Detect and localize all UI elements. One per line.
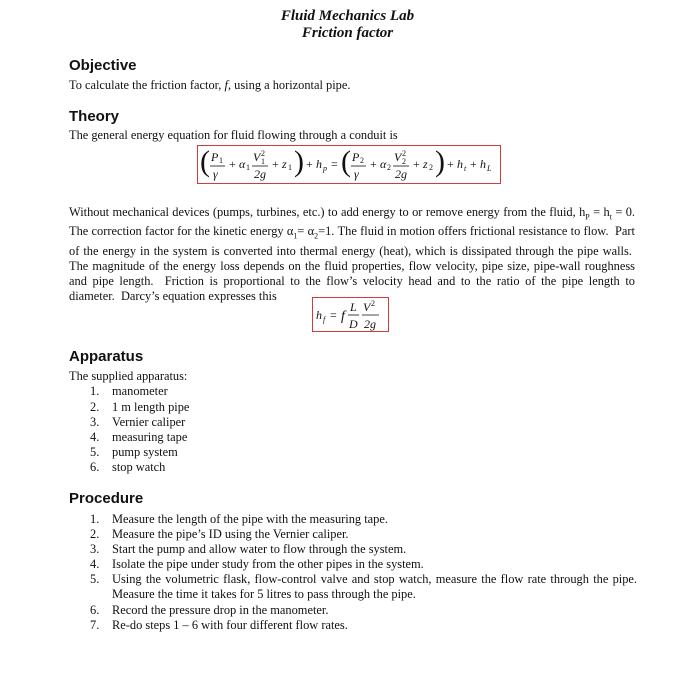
- svg-text:2: 2: [387, 163, 391, 172]
- svg-text:V: V: [363, 300, 371, 314]
- energy-equation: [197, 145, 501, 184]
- svg-text:1: 1: [261, 157, 265, 166]
- energy-equation-graphic: [198, 146, 500, 183]
- svg-text:h: h: [480, 157, 486, 171]
- item-number: 7.: [90, 618, 100, 632]
- svg-text:f: f: [323, 315, 326, 324]
- svg-text:V: V: [253, 150, 261, 164]
- item-text: Vernier caliper: [112, 415, 186, 429]
- darcy-equation: [312, 297, 389, 332]
- doc-subtitle: Friction factor: [301, 25, 394, 41]
- item-number: 5.: [90, 445, 100, 459]
- svg-text:+: +: [306, 157, 313, 171]
- item-text: stop watch: [112, 460, 166, 474]
- doc-title: Fluid Mechanics Lab: [280, 8, 415, 24]
- item-text: Isolate the pipe under study from the other pipes in the system.: [112, 557, 424, 571]
- svg-text:2: 2: [371, 299, 375, 308]
- svg-text:α: α: [380, 157, 387, 171]
- svg-text:h: h: [316, 308, 322, 322]
- svg-text:t: t: [464, 164, 467, 173]
- item-number: 4.: [90, 557, 100, 571]
- svg-text:2: 2: [402, 149, 406, 158]
- item-number: 3.: [90, 415, 100, 429]
- svg-text:=: =: [331, 157, 338, 171]
- svg-text:=: =: [330, 308, 337, 322]
- item-text: Record the pressure drop in the manometer.: [112, 603, 329, 617]
- item-number: 3.: [90, 542, 100, 556]
- svg-text:2: 2: [261, 149, 265, 158]
- svg-text:2: 2: [402, 157, 406, 166]
- svg-text:L: L: [487, 164, 492, 173]
- objective-text: To calculate the friction factor, f, using a horizontal pipe.: [69, 78, 351, 92]
- objective-heading: Objective: [69, 57, 137, 74]
- item-text: Using the volumetric flask, flow-control valve and stop watch, measure the flow rate through the pipe. Measure the time it takes for 5 litres to pass through the pipe.: [112, 572, 637, 601]
- item-number: 4.: [90, 430, 100, 444]
- svg-text:P: P: [211, 150, 219, 164]
- item-number: 1.: [90, 384, 100, 398]
- svg-text:z: z: [423, 157, 428, 171]
- svg-text:2g: 2g: [254, 167, 266, 181]
- item-text: 1 m length pipe: [112, 400, 190, 414]
- svg-text:2: 2: [429, 163, 433, 172]
- item-number: 6.: [90, 603, 100, 617]
- svg-text:γ: γ: [354, 167, 359, 181]
- svg-text:+: +: [229, 157, 236, 171]
- svg-text:+: +: [370, 157, 377, 171]
- svg-text:α: α: [239, 157, 246, 171]
- svg-text:p: p: [323, 164, 327, 173]
- svg-text:f: f: [341, 309, 345, 324]
- svg-text:1: 1: [288, 163, 292, 172]
- svg-text:2g: 2g: [364, 317, 376, 331]
- svg-text:L: L: [350, 300, 357, 314]
- item-number: 1.: [90, 512, 100, 526]
- item-text: Measure the pipe’s ID using the Vernier caliper.: [112, 527, 349, 541]
- darcy-equation-graphic: [313, 298, 388, 331]
- svg-text:+: +: [272, 157, 279, 171]
- item-number: 2.: [90, 527, 100, 541]
- item-text: manometer: [112, 384, 168, 398]
- svg-text:D: D: [349, 317, 358, 331]
- apparatus-intro: The supplied apparatus:: [69, 369, 188, 383]
- svg-text:+: +: [413, 157, 420, 171]
- svg-text:(: (: [200, 146, 210, 178]
- svg-text:): ): [435, 146, 445, 178]
- item-text: Measure the length of the pipe with the measuring tape.: [112, 512, 388, 526]
- svg-text:z: z: [282, 157, 287, 171]
- svg-text:2g: 2g: [395, 167, 407, 181]
- svg-text:P: P: [352, 150, 360, 164]
- svg-text:γ: γ: [213, 167, 218, 181]
- theory-intro: The general energy equation for fluid flowing through a conduit is: [69, 128, 398, 142]
- svg-text:1: 1: [219, 156, 223, 165]
- svg-text:2: 2: [360, 156, 364, 165]
- item-text: pump system: [112, 445, 178, 459]
- theory-paragraph: Without mechanical devices (pumps, turbines, etc.) to add energy to or remove energy from the fluid, $h_P = h_t = 0$. The correction factor for the kinetic energy $\alpha_1= \alpha_2=1$. The fluid in motion offers frictional resistance to flow. Part of the energy in the system is converted into thermal energy (heat), which is dissipated through the pipe walls. The magnitude of the energy loss depends on the fluid properties, flow velocity, pipe size, pipe-wall roughness and pipe length. Friction is proportional to the flow’s velocity head and to the ratio of the pipe length to diameter. Darcy’s equation expresses this: [69, 205, 635, 303]
- item-text: Start the pump and allow water to flow through the system.: [112, 542, 407, 556]
- procedure-heading: Procedure: [69, 490, 144, 507]
- item-text: measuring tape: [112, 430, 188, 444]
- svg-text:+: +: [447, 157, 454, 171]
- svg-text:1: 1: [246, 163, 250, 172]
- item-number: 2.: [90, 400, 100, 414]
- svg-text:h: h: [316, 157, 322, 171]
- theory-heading: Theory: [69, 108, 120, 125]
- item-number: 5.: [90, 572, 100, 586]
- item-number: 6.: [90, 460, 100, 474]
- apparatus-heading: Apparatus: [69, 348, 144, 365]
- svg-text:h: h: [457, 157, 463, 171]
- svg-text:): ): [294, 146, 304, 178]
- svg-text:(: (: [341, 146, 351, 178]
- svg-text:+: +: [470, 157, 477, 171]
- svg-text:V: V: [394, 150, 402, 164]
- item-text: Re-do steps 1 – 6 with four different flow rates.: [112, 618, 348, 632]
